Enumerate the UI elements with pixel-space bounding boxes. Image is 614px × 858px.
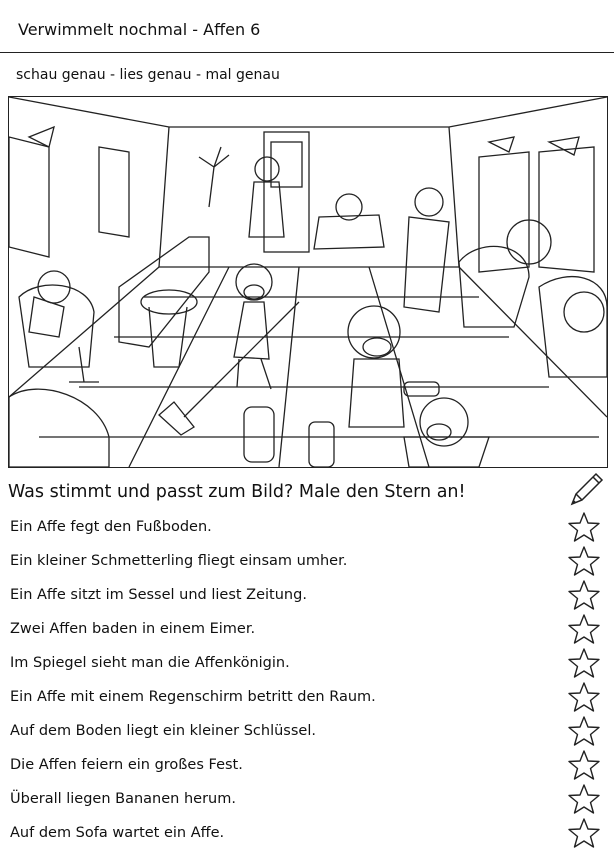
star-icon[interactable]	[567, 511, 601, 543]
statement-text: Ein kleiner Schmetterling fliegt einsam umher.	[10, 553, 348, 569]
star-icon[interactable]	[567, 749, 601, 781]
hair-salon-illustration	[8, 96, 608, 468]
worksheet-subtitle: schau genau - lies genau - mal genau	[16, 67, 280, 83]
worksheet-title: Verwimmelt nochmal - Affen 6	[18, 20, 261, 39]
statement-text: Im Spiegel sieht man die Affenkönigin.	[10, 655, 290, 671]
star-icon[interactable]	[567, 613, 601, 645]
header	[0, 0, 614, 53]
star-icon[interactable]	[567, 545, 601, 577]
star-icon[interactable]	[567, 783, 601, 815]
statement-text: Auf dem Boden liegt ein kleiner Schlüssel.	[10, 723, 316, 739]
statement-text: Die Affen feiern ein großes Fest.	[10, 757, 243, 773]
star-icon[interactable]	[567, 715, 601, 747]
star-icon[interactable]	[567, 579, 601, 611]
statement-text: Auf dem Sofa wartet ein Affe.	[10, 825, 225, 841]
pencil-icon	[566, 470, 606, 514]
star-icon[interactable]	[567, 647, 601, 679]
statement-text: Überall liegen Bananen herum.	[10, 791, 236, 807]
task-question: Was stimmt und passt zum Bild? Male den Stern an!	[8, 482, 466, 502]
star-icon[interactable]	[567, 817, 601, 849]
statement-text: Ein Affe fegt den Fußboden.	[10, 519, 212, 535]
statement-text: Ein Affe mit einem Regenschirm betritt den Raum.	[10, 689, 376, 705]
statement-text: Ein Affe sitzt im Sessel und liest Zeitung.	[10, 587, 307, 603]
statement-text: Zwei Affen baden in einem Eimer.	[10, 621, 256, 637]
star-icon[interactable]	[567, 681, 601, 713]
